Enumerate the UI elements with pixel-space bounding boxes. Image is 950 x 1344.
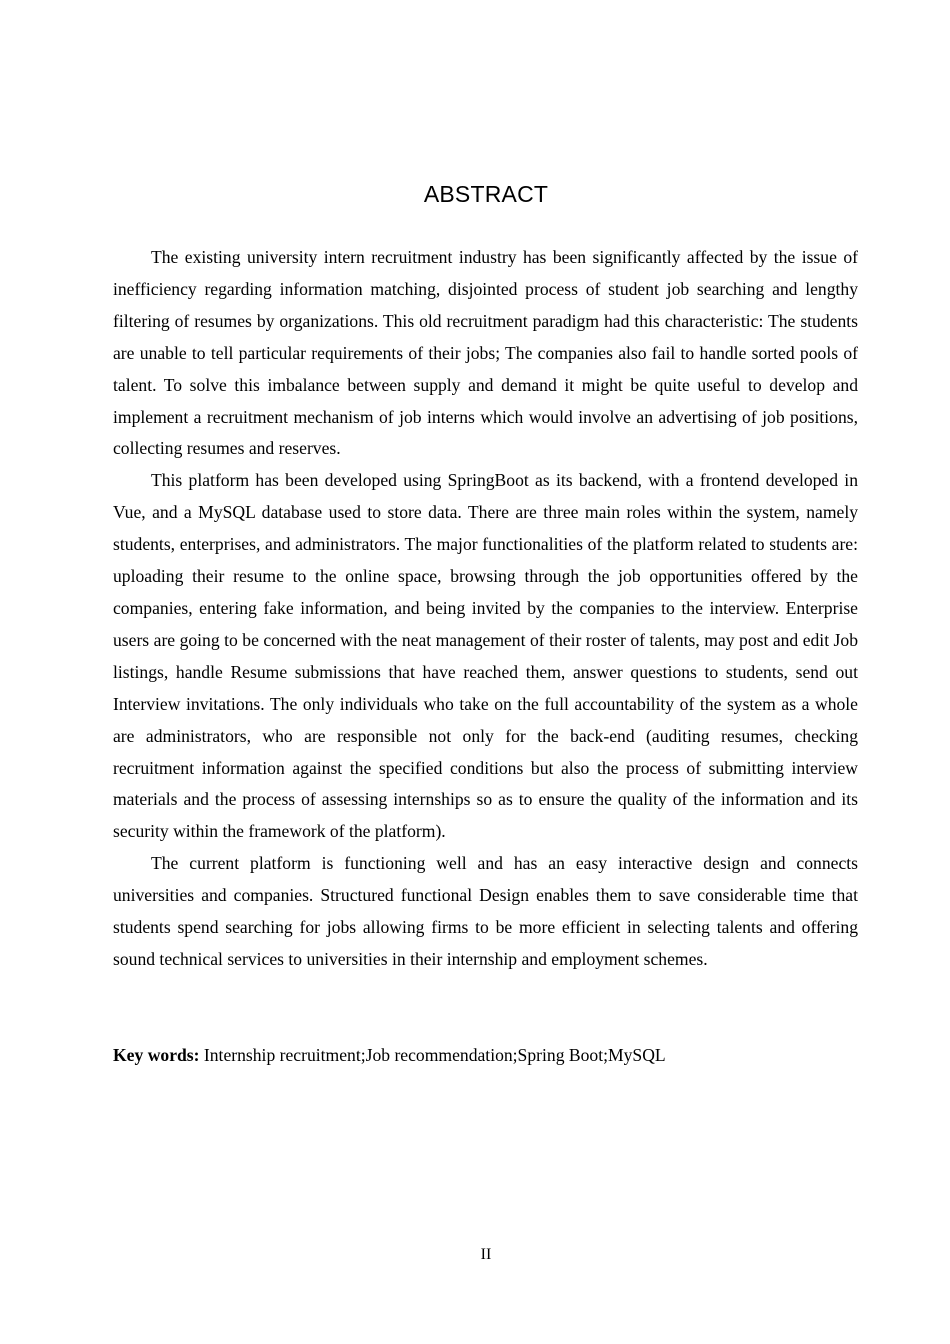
abstract-body xyxy=(113,242,858,976)
abstract-paragraph-1: The existing university intern recruitment industry has been significantly affected by the issue of inefficiency regarding information matching, disjointed process of student job searching and lengthy filtering of resumes by organizations. This old recruitment paradigm had this characteristic: The students are unable to tell particular requirements of their jobs; The companies also fail to handle sorted pools of talent. To solve this imbalance between supply and demand it might be quite useful to develop and implement a recruitment mechanism of job interns which would involve an advertising of job positions, collecting resumes and reserves. xyxy=(113,247,858,459)
keywords-label: Key words: xyxy=(113,1045,200,1065)
page-number: II xyxy=(480,1246,492,1263)
abstract-paragraph-2: This platform has been developed using SpringBoot as its backend, with a frontend developed in Vue, and a MySQL database used to store data. There are three main roles within the system, namely students, enterprises, and administrators. The major functionalities of the platform related to students are: uploading their resume to the online space, browsing through the job opportunities offered by the companies, entering fake information, and being invited by the companies to the interview. Enterprise users are going to be concerned with the neat management of their roster of talents, may post and edit Job listings, handle Resume submissions that have reached them, answer questions to students, send out Interview invitations. The only individuals who take on the full accountability of the system as a whole are administrators, who are responsible not only for the back-end (auditing resumes, checking recruitment information against the specified conditions but also the process of submitting interview materials and the process of assessing internships so as to ensure the quality of the information and its security within the framework of the platform). xyxy=(113,470,858,842)
keywords-value: Internship recruitment;Job recommendation;Spring Boot;MySQL xyxy=(199,1045,666,1065)
abstract-title: ABSTRACT xyxy=(423,181,549,207)
abstract-paragraph-3: The current platform is functioning well and has an easy interactive design and connects universities and companies. Structured functional Design enables them to save considerable time that students spend searching for jobs allowing firms to be more efficient in selecting talents and offering sound technical services to universities in their internship and employment schemes. xyxy=(113,853,858,969)
keywords-line xyxy=(113,1040,858,1072)
